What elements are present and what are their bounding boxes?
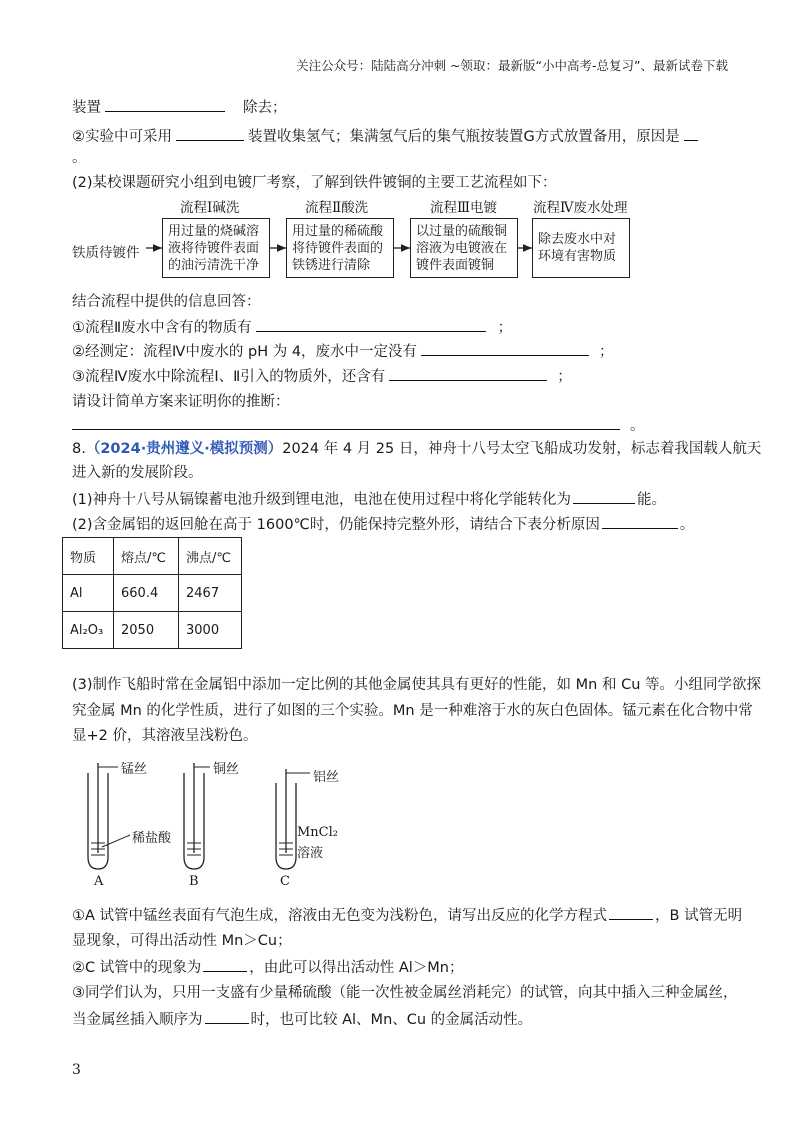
text-line xyxy=(72,489,666,510)
flow-step-title: 流程Ⅳ废水处理 xyxy=(533,200,628,216)
table-cell: 2050 xyxy=(114,612,179,649)
table-cell: Al₂O₃ xyxy=(63,612,114,649)
text-segment: ②经测定：流程Ⅳ中废水的 pH 为 4，废水中一定没有 xyxy=(72,344,418,360)
text-line xyxy=(72,957,464,978)
tube-a-wire-label: 锰丝 xyxy=(121,762,148,777)
flow-step-box: 以过量的硫酸铜溶液为电镀液在镀件表面镀铜 xyxy=(410,218,518,278)
text-line: 显+2 价，其溶液呈浅粉色。 xyxy=(72,728,258,744)
answer-blank[interactable] xyxy=(421,341,589,356)
text-segment: ①流程Ⅱ废水中含有的物质有 xyxy=(72,320,252,336)
text-line xyxy=(72,514,694,535)
text-line xyxy=(72,366,572,387)
table-cell: 660.4 xyxy=(114,575,179,612)
question-number: 8. xyxy=(72,441,86,457)
text-line xyxy=(72,317,512,338)
text-line: 显现象，可得出活动性 Mn＞Cu； xyxy=(72,933,292,949)
text-segment: 。 xyxy=(630,418,645,434)
tube-b-label: B xyxy=(189,874,199,889)
text-segment: 除去； xyxy=(243,100,287,116)
answer-blank[interactable] xyxy=(602,514,678,529)
text-line xyxy=(72,341,614,362)
text-segment: 当金属丝插入顺序为 xyxy=(72,1012,203,1028)
text-line: 请设计简单方案来证明你的推断： xyxy=(72,394,290,410)
flow-start-label: 铁质待镀件 xyxy=(72,245,140,261)
text-segment: ②实验中可采用 xyxy=(72,129,172,145)
flow-step-title: 流程Ⅱ酸洗 xyxy=(305,200,369,216)
text-line: (3)制作飞船时常在金属铝中添加一定比例的其他金属使其具有更好的性能，如 Mn 和 Cu 等。小组同学欲探 xyxy=(72,677,761,693)
text-segment: ，B 试管无明 xyxy=(655,908,743,924)
text-segment: 。 xyxy=(679,517,695,533)
table-row xyxy=(63,612,242,649)
text-line: 进入新的发展阶段。 xyxy=(72,465,203,481)
text-line xyxy=(72,905,742,926)
table-cell: Al xyxy=(63,575,114,612)
tube-b-wire-label: 铜丝 xyxy=(213,762,240,777)
question-source: （2024·贵州遵义·模拟预测） xyxy=(85,441,283,457)
answer-blank[interactable] xyxy=(72,415,620,430)
mncl2-label: MnCl₂ xyxy=(297,825,338,840)
text-segment: ； xyxy=(557,369,572,385)
tube-c-label: C xyxy=(280,874,290,889)
text-line xyxy=(72,439,761,459)
answer-blank[interactable] xyxy=(205,1009,249,1024)
text-segment: 装置 xyxy=(72,100,101,116)
answer-blank[interactable] xyxy=(389,366,547,381)
acid-label: 稀盐酸 xyxy=(132,831,172,846)
text-segment: ②C 试管中的现象为 xyxy=(72,960,202,976)
text-line xyxy=(72,415,645,436)
text-line: ③同学们认为，只用一支盛有少量稀硫酸（能一次性被金属丝消耗完）的试管，向其中插入三种金属丝， xyxy=(72,985,738,1001)
text-segment: ①A 试管中锰丝表面有气泡生成，溶液由无色变为浅粉色，请写出反应的化学方程式 xyxy=(72,908,608,924)
table-header-row xyxy=(63,538,242,575)
text-line: 究金属 Mn 的化学性质，进行了如图的三个实验。Mn 是一种难溶于水的灰白色固体。锰元素在化合物中常 xyxy=(72,703,753,719)
text-line xyxy=(72,1009,532,1030)
text-segment: (1)神舟十八号从镉镍蓄电池升级到锂电池，电池在使用过程中将化学能转化为 xyxy=(72,492,572,508)
flow-step-box: 用过量的烧碱溶液将待镀件表面的油污清洗干净 xyxy=(162,218,270,278)
flow-arrows xyxy=(0,0,800,300)
tube-c-wire-label: 铝丝 xyxy=(313,770,340,785)
flow-step-title: 流程Ⅰ碱洗 xyxy=(180,200,240,216)
page-number: 3 xyxy=(72,1062,81,1078)
tube-a-label: A xyxy=(94,874,104,889)
table-header-cell: 熔点/℃ xyxy=(114,538,179,575)
table-cell: 3000 xyxy=(179,612,242,649)
text-segment: ； xyxy=(497,320,513,336)
solution-label: 溶液 xyxy=(297,846,324,861)
answer-blank[interactable] xyxy=(256,317,486,332)
table-cell: 2467 xyxy=(179,575,242,612)
text-segment: 时，也可比较 Al、Mn、Cu 的金属活动性。 xyxy=(250,1012,533,1028)
text-line: 结合流程中提供的信息回答： xyxy=(72,294,261,310)
text-segment: 装置收集氢气；集满氢气后的集气瓶按装置G方式放置备用，原因是 xyxy=(248,129,680,145)
text-segment: (2)含金属铝的返回舱在高于 1600℃时，仍能保持完整外形，请结合下表分析原因 xyxy=(72,517,600,533)
answer-blank[interactable] xyxy=(203,957,247,972)
property-table xyxy=(62,537,242,649)
text-segment: ； xyxy=(599,344,614,360)
table-row xyxy=(63,575,242,612)
text-segment: 能。 xyxy=(637,492,667,508)
flow-step-box: 用过量的稀硫酸将待镀件表面的铁锈进行清除 xyxy=(286,218,394,278)
table-header-cell: 物质 xyxy=(63,538,114,575)
answer-blank[interactable] xyxy=(573,489,635,504)
flow-step-title: 流程Ⅲ电镀 xyxy=(430,200,498,216)
text-segment: ③流程Ⅳ废水中除流程Ⅰ、Ⅱ引入的物质外，还含有 xyxy=(72,369,386,385)
answer-blank[interactable] xyxy=(609,905,653,920)
page-header: 关注公众号：陆陆高分冲刺 ~领取：最新版“小中高考-总复习”、最新试卷下载 xyxy=(296,58,728,73)
text-segment: ，由此可以得出活动性 Al＞Mn； xyxy=(249,960,464,976)
text-segment: 2024 年 4 月 25 日，神舟十八号太空飞船成功发射，标志着我国载人航天 xyxy=(282,441,762,457)
text-line: 。 xyxy=(72,150,87,166)
flow-step-box: 除去废水中对环境有害物质 xyxy=(532,218,630,278)
table-header-cell: 沸点/℃ xyxy=(179,538,242,575)
text-line: (2)某校课题研究小组到电镀厂考察，了解到铁件镀铜的主要工艺流程如下： xyxy=(72,175,557,191)
